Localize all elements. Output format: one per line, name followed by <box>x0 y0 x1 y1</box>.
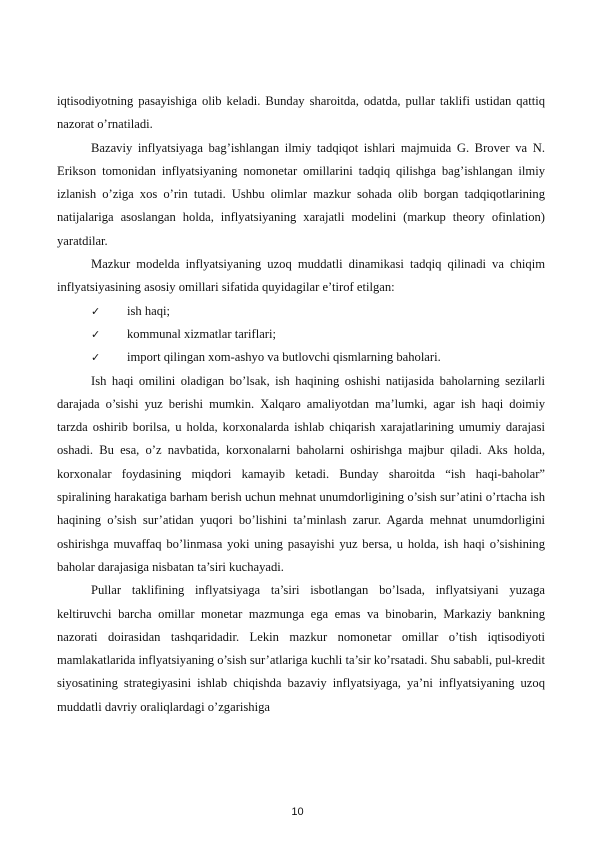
document-page <box>57 90 545 719</box>
paragraph-1: iqtisodiyotning pasayishiga olib keladi. Bunday sharoitda, odatda, pullar taklifi ustidan qattiq nazorat o’rnatiladi. <box>57 94 545 132</box>
paragraph-3: Mazkur modelda inflyatsiyaning uzoq muddatli dinamikasi tadqiq qilinadi va chiqim inflyatsiyasining asosiy omillari sifatida quyidagilar e’tirof etilgan: <box>57 257 545 295</box>
list-item-label: import qilingan xom-ashyo va butlovchi qismlarning baholari. <box>127 350 441 365</box>
paragraph-2: Bazaviy inflyatsiyaga bag’ishlangan ilmiy tadqiqot ishlari majmuida G. Brover va N. Erikson tomonidan inflyatsiyaning nomonetar omillarini tadqiq qilishga bag’ishlangan ilmiy izlanish o’ziga xos o’rin tutadi. Ushbu olimlar mazkur sohada olib borgan tadqiqotlarining natijalariga asoslangan holda, inflyatsiyaning xarajatli modelini (markup theory ofinlation) yaratdilar. <box>57 140 545 248</box>
list-item-label: kommunal xizmatlar tariflari; <box>127 326 276 341</box>
list-item-label: ish haqi; <box>127 303 171 318</box>
checkmark-icon: ✓ <box>91 304 101 318</box>
checkmark-icon: ✓ <box>91 327 101 341</box>
page-number: 10 <box>291 806 304 818</box>
paragraph-5: Pullar taklifining inflyatsiyaga ta’siri isbotlangan bo’lsada, inflyatsiyani yuzaga keltiruvchi barcha omillar monetar mazmunga ega emas va binobarin, Markaziy bankning nazorati doirasidan tashqaridadir. Lekin mazkur nomonetar omillar o’tish iqtisodiyoti mamlakatlarida inflyatsiyaning o’sish sur’atlariga kuchli ta’sir ko’rsatadi. Shu sababli, pul-kredit siyosatining strategiyasini ishlab chiqishda bazaviy inflyatsiyaga, ya’ni inflyatsiyaning uzoq muddatli davriy oraliqlardagi o’zgarishiga <box>57 583 545 714</box>
factors-checklist <box>57 300 545 370</box>
list-item <box>57 346 545 369</box>
list-item <box>57 300 545 323</box>
checkmark-icon: ✓ <box>91 351 101 365</box>
list-item <box>57 323 545 346</box>
paragraph-4: Ish haqi omilini oladigan bo’lsak, ish haqining oshishi natijasida baholarning sezilarli darajada o’sishi yuz berishi mumkin. Xalqaro amaliyotdan ma’lumki, agar ish haqi doimiy tarzda oshirib borilsa, u holda, korxonalarda ishlab chiqarish xarajatlarining umumiy darajasi oshadi. Bu esa, o’z navbatida, korxonalarni baholarni oshirishga majbur qiladi. Aks holda, korxonalar foydasining miqdori kamayib ketadi. Bunday sharoitda “ish haqi-baholar” spiralining harakatiga barham berish uchun mehnat unumdorligining o’sish sur’atini o’rtacha ish haqining o’sish sur’atidan yuqori bo’lishini ta’minlash zarur. Agarda mehnat unumdorligini oshirishga muvaffaq bo’linmasa yoki uning pasayishi yuz bersa, u holda, ish haqi o’sishining baholar darajasiga nisbatan ta’siri kuchayadi. <box>57 373 545 574</box>
